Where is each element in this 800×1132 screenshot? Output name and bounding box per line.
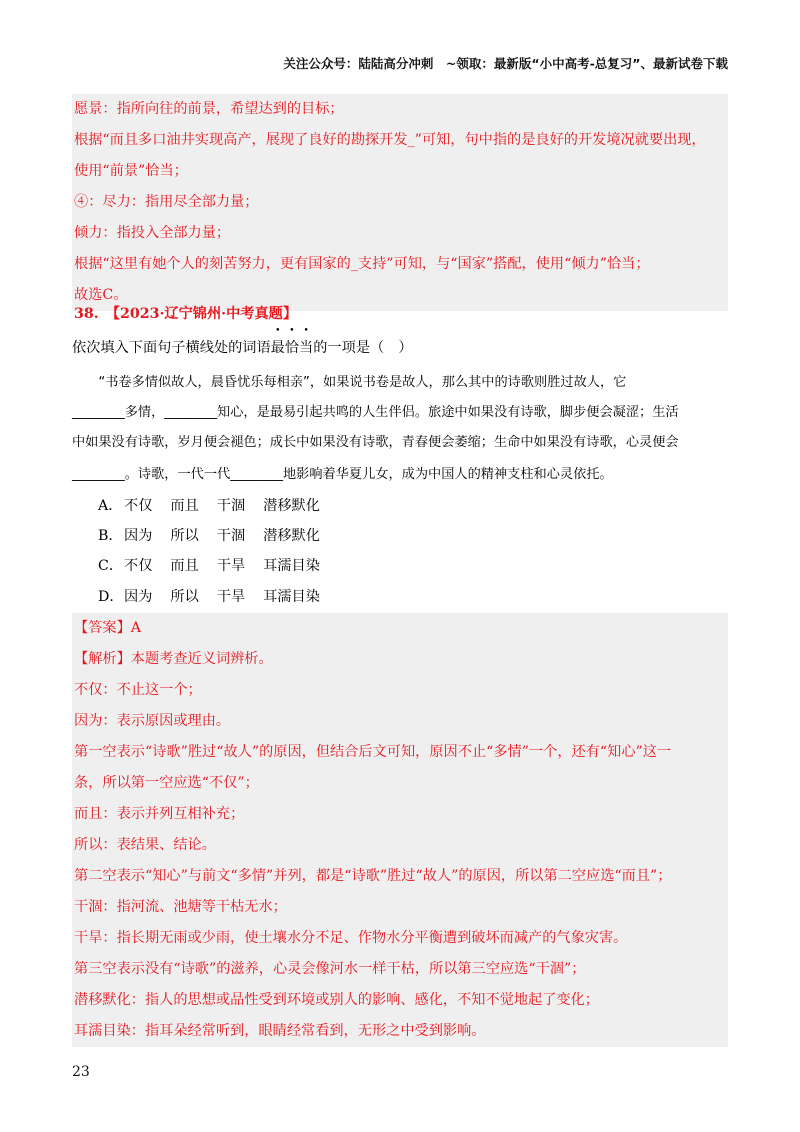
page-header: 关注公众号：陆陆高分冲刺 ~领取：最新版“小中高考-总复习”、最新试卷下载 <box>283 56 728 71</box>
explanation-line: ④：尽力：指用尽全部力量； <box>74 194 259 210</box>
answer-line: 因为：表示原因或理由。 <box>74 713 231 729</box>
answer-line: 潜移默化：指人的思想或品性受到环境或别人的影响、感化，不知不觉地起了变化； <box>74 992 599 1008</box>
passage-line: ________多情，________知心，是最易引起共鸣的人生伴侣。旅途中如果没有诗歌，脚步便会凝涩；生活 <box>72 405 679 420</box>
passage-line: 中如果没有诗歌，岁月便会褪色；成长中如果没有诗歌，青春便会萎缩；生命中如果没有诗歌，心灵便会 <box>72 435 679 450</box>
emphasis-char: 恰 <box>284 340 300 356</box>
option-word: 干涸 <box>216 498 246 514</box>
option-word: 干涸 <box>216 528 246 544</box>
option-word: 干旱 <box>216 558 246 574</box>
option-letter: C． <box>98 558 124 574</box>
option-d[interactable] <box>98 582 338 612</box>
answer-line: 而且：表示并列互相补充； <box>74 806 245 822</box>
answer-line: 条，所以第一空应选“不仅”； <box>74 775 259 791</box>
stem-text: 的一项是（ ） <box>313 340 413 356</box>
question-stem <box>72 337 413 357</box>
option-word: 干旱 <box>216 589 246 605</box>
answer-line: 【答案】A <box>74 620 141 636</box>
passage-line: “书卷多情似故人，晨昏忧乐每相亲”，如果说书卷是故人，那么其中的诗歌则胜过故人，它 <box>72 375 627 390</box>
answer-line: 第二空表示“知心”与前文“多情”并列，都是“诗歌”胜过“故人”的原因，所以第二空应选“而且”； <box>74 868 672 884</box>
passage-line: ________。诗歌，一代一代________地影响着华夏儿女，成为中国人的精神支柱和心灵依托。 <box>72 467 613 482</box>
option-word: 耳濡目染 <box>263 589 320 605</box>
option-word: 不仅 <box>124 498 153 514</box>
explanation-line: 故选C。 <box>74 287 128 303</box>
option-a[interactable] <box>98 491 338 521</box>
option-word: 耳濡目染 <box>263 558 320 574</box>
answer-line: 第三空表示没有“诗歌”的滋养，心灵会像河水一样干枯，所以第三空应选“干涸”； <box>74 961 586 977</box>
explanation-line: 倾力：指投入全部力量； <box>74 225 231 241</box>
option-word: 潜移默化 <box>263 528 320 544</box>
answer-line: 所以：表结果、结论。 <box>74 837 216 853</box>
option-word: 潜移默化 <box>263 498 320 514</box>
option-word: 所以 <box>170 589 199 605</box>
explanation-line: 根据“而且多口油井实现高产，展现了良好的勘探开发_”可知，句中指的是良好的开发境况就要出现， <box>74 132 706 148</box>
emphasis-char: 最 <box>270 340 285 356</box>
option-letter: B． <box>98 528 123 544</box>
stem-text: 依次填入下面句子横线处的词语 <box>72 340 271 356</box>
answer-line: 耳濡目染：指耳朵经常听到，眼睛经常看到，无形之中受到影响。 <box>74 1023 486 1039</box>
answer-line: 不仅：不止这一个； <box>74 682 202 698</box>
option-word: 不仅 <box>124 558 153 574</box>
option-word: 所以 <box>170 528 199 544</box>
explanation-line: 愿景：指所向往的前景，希望达到的目标； <box>74 101 344 117</box>
option-c[interactable] <box>98 551 338 581</box>
option-word: 而且 <box>170 558 199 574</box>
previous-explanation-block <box>72 94 728 311</box>
option-b[interactable] <box>98 521 338 551</box>
option-word: 因为 <box>124 589 153 605</box>
answer-line: 干涸：指河流、池塘等干枯无水； <box>74 899 287 915</box>
answer-line: 第一空表示“诗歌”胜过“故人”的原因，但结合后文可知，原因不止“多情”一个，还有“知心”这一 <box>74 744 672 760</box>
answer-explanation-block <box>72 613 728 1047</box>
option-word: 而且 <box>170 498 199 514</box>
explanation-line: 根据“这里有她个人的刻苦努力，更有国家的_支持”可知，与“国家”搭配，使用“倾力”恰当； <box>74 256 650 272</box>
question-number: 38. 【2023·辽宁锦州·中考真题】 <box>74 306 298 322</box>
option-letter: D． <box>98 589 124 605</box>
page-number: 23 <box>72 1064 90 1080</box>
option-letter: A． <box>98 498 123 514</box>
answer-line: 【解析】本题考查近义词辨析。 <box>74 651 273 667</box>
explanation-line: 使用“前景”恰当； <box>74 163 188 179</box>
emphasis-char: 当 <box>299 340 314 356</box>
answer-line: 干旱：指长期无雨或少雨，使土壤水分不足、作物水分平衡遭到破坏而减产的气象灾害。 <box>74 930 628 946</box>
option-word: 因为 <box>124 528 153 544</box>
